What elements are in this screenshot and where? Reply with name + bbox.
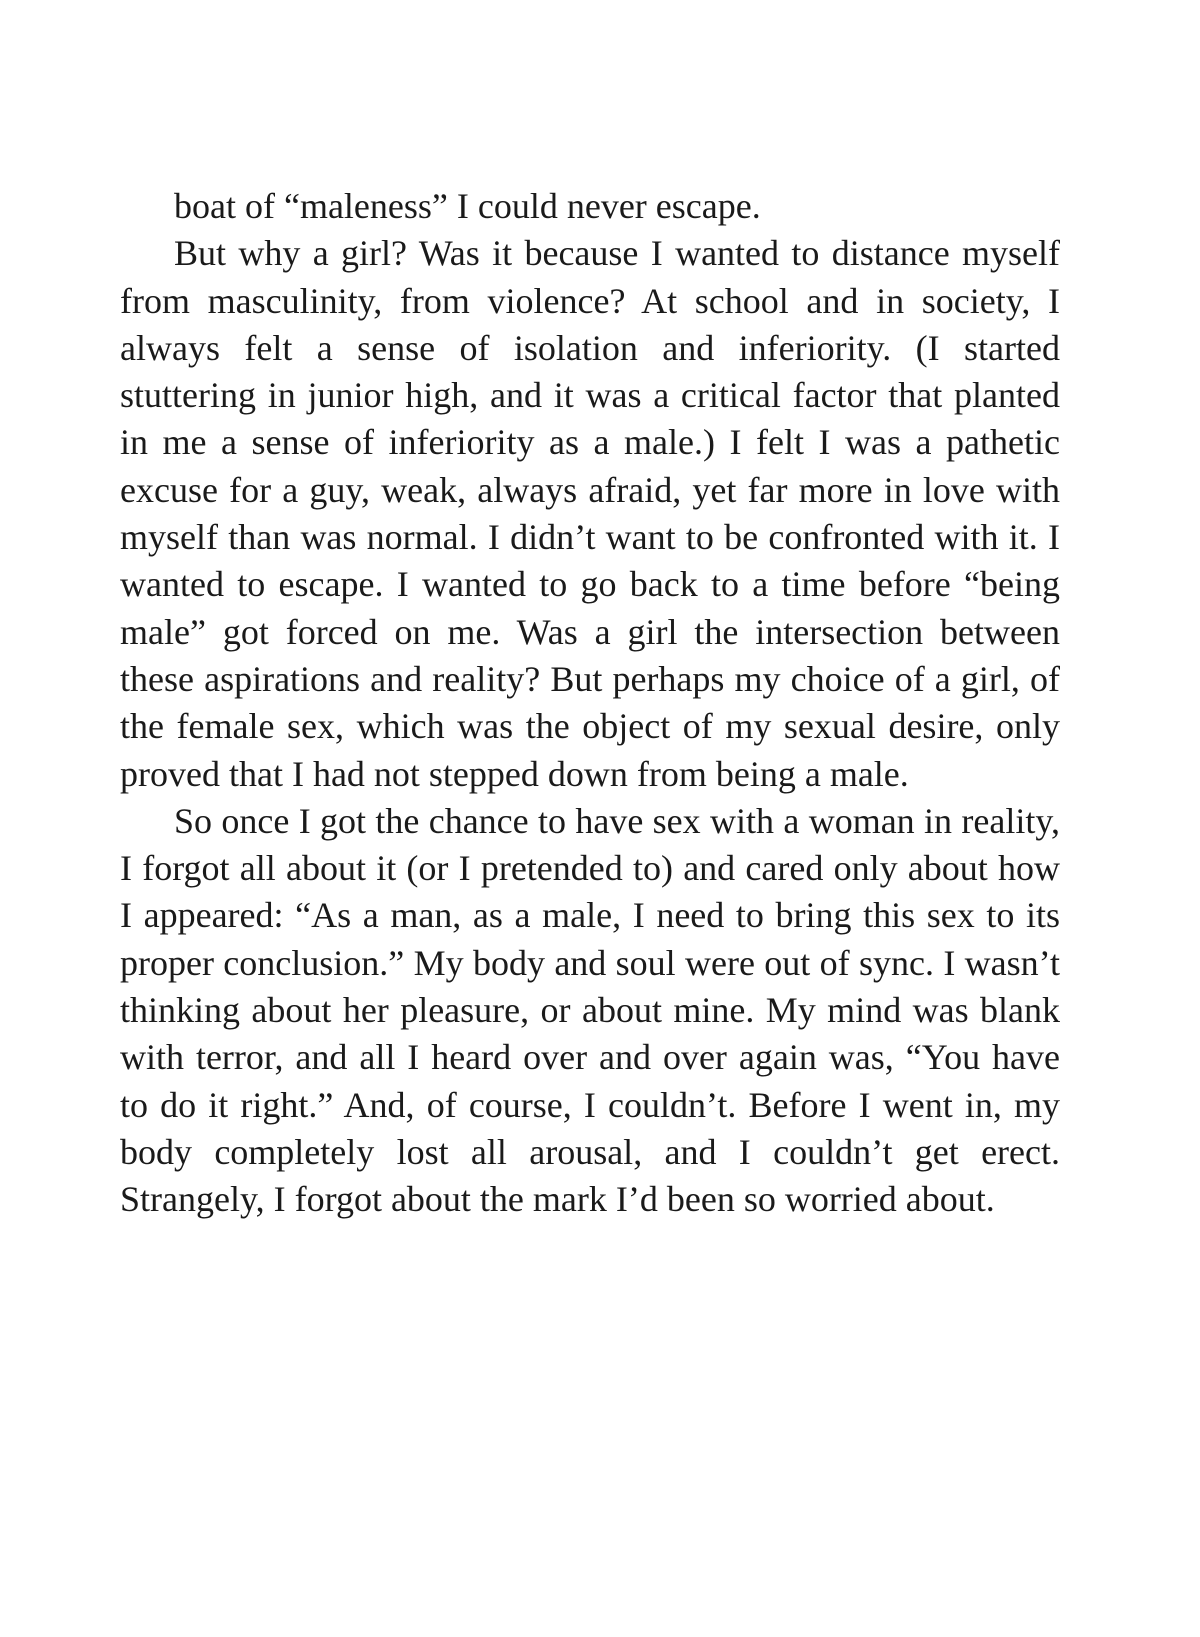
paragraph-chance-to-have-sex: So once I got the chance to have sex with a woman in reality, I forgot all about it (or I pretended to) and cared only about how I appeared: “As a man, as a male, I need to bring this sex to its proper conclusion.” My body and soul were out of sync. I wasn’t thinking about her pleasure, or about mine. My mind was blank with terror, and all I heard over and over again was, “You have to do it right.” And, of course, I couldn’t. Before I went in, my body completely lost all arousal, and I couldn’t get erect. Strangely, I forgot about the mark I’d been so worried about. xyxy=(120,800,1060,1220)
paragraph-continuation: boat of “maleness” I could never escape. xyxy=(174,186,761,226)
paragraph-why-a-girl: But why a girl? Was it because I wanted to distance myself from masculinity, from violence? At school and in society, I always felt a sense of isolation and inferiority. (I started stuttering in junior high, and it was a critical factor that planted in me a sense of inferiority as a male.) I felt I was a pathetic excuse for a guy, weak, always afraid, yet far more in love with myself than was normal. I didn’t want to be confronted with it. I wanted to escape. I wanted to go back to a time before “being male” got forced on me. Was a girl the intersection between these aspirations and reality? But perhaps my choice of a girl, of the female sex, which was the object of my sexual desire, only proved that I had not stepped down from being a male. xyxy=(120,233,1060,794)
page-body xyxy=(120,183,1060,1224)
